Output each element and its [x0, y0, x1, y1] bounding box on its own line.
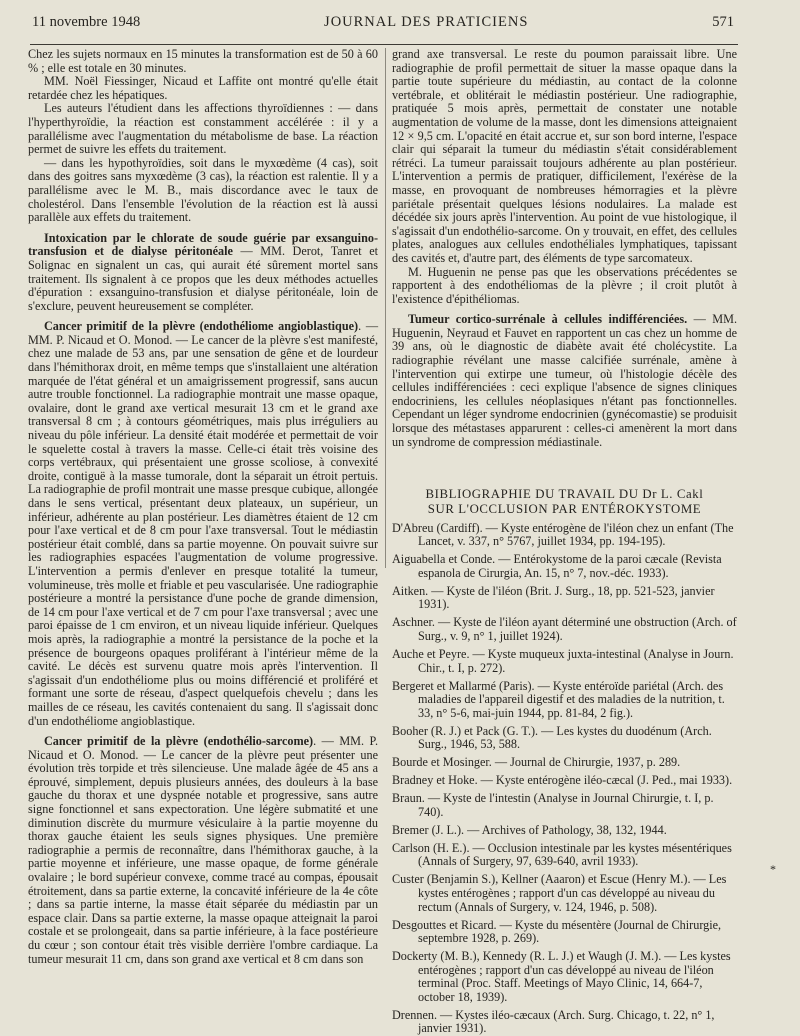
header-page-number: 571 — [712, 14, 734, 30]
header-rule — [30, 44, 738, 45]
column-divider — [385, 48, 386, 568]
paragraph: MM. Noël Fiessinger, Nicaud et Laffite ont montré qu'elle était retardée chez les hépatiques. — [28, 74, 378, 102]
bibliography-entry: Carlson (H. E.). — Occlusion intestinale par les kystes mésentériques (Annals of Surgery, 97, 639-640, avril 1933). — [392, 840, 732, 869]
section-text: . — MM. P. Nicaud et O. Monod. — Le cancer de la plèvre s'est manifesté, chez une malade de 53 ans, par une sensation de gêne et de lourdeur dans l'hémithorax droit, en même temps que s'installaient une altération marquée de l'état général et un amaigrissement progressif, sans aucun autre trouble fonctionnel. La radiographie montrait une masse opaque, ovalaire, dont le grand axe vertical mesurait 13 cm et le grand axe transversal 8 cm ; à contours géométriques, mais plus irréguliers au niveau du pôle inférieur. La densité était modérée et permettait de voir le squelette costal à travers la masse. Celle-ci était très voisine des corps vertébraux, qui présentaient une grosse scoliose, à convexité droite, contiguë à la masse tumorale, dont la séparait un étroit pertuis. La radiographie de profil montrait une masse presque cubique, allongée dans le sens vertical, présentant deux plateaux, un supérieur, un inférieur, adhérente au plan postérieur. Les diamètres étaient de 12 cm pour l'axe vertical et de 8 cm pour l'axe transversal. Tout le médiastin postérieur était comblé, dans sa partie moyenne. On pouvait suivre sur les radiographies espacées l'augmentation de volume progressive. L'intervention a permis d'enlever en presque totalité la tumeur, volumineuse, très molle et friable et peu vascularisée. Une radiographie postérieure a montré la persistance d'une poche de grande dimension, de 14 cm pour l'axe vertical et de 7 cm pour l'axe transversal ; avec une paroi épaisse de 1 cm environ, et un niveau liquide inférieur. Quelques mois après, la radiographie a montré la persistance de la poche et la présence de bourgeons opaques proliférant à l'intérieur même de la cavité. Le décès est survenu quatre mois après l'intervention. Il s'agissait d'un endothéliome plus ou moins différencié et proliféré et formant une sorte de réseau, d'aspect quelquefois chevelu ; dans les mailles de ce réseau, les cavités contenaient du sang. Il s'agissait donc d'un endothéliome angioblastique. — [28, 319, 379, 728]
bibliography-title — [392, 487, 737, 517]
right-column — [392, 47, 737, 1036]
section-text: — MM. Huguenin, Neyraud et Fauvet en rapportent un cas chez un homme de 39 ans, où le diagnostic de diabète avait été cholécystite. La radiographie révélant une masse calcifiée surrénale, amène à l'intervention qui extirpe une tumeur, où l'histologie décèle des cellules indifférenciées : ceci explique l'absence de signes cliniques endocriniens, les cellules néoplasiques n'étant pas fonctionnelles. Cependant un léger syndrome endocrinien (gynécomastie) se produisit lorsque des métastases apparurent : celles-ci amenèrent la mort dans un syndrome de compression médiastinale. — [392, 312, 737, 449]
bibliography-entry: Desgouttes et Ricard. — Kyste du mésentère (Journal de Chirurgie, septembre 1928, p. 269). — [392, 917, 722, 946]
bibliography-entry: Bremer (J. L.). — Archives of Pathology, 38, 132, 1944. — [392, 822, 667, 837]
bibliography-entry: Auche et Peyre. — Kyste muqueux juxta-intestinal (Analyse in Journ. Chir., t. I, p. 272). — [392, 646, 734, 675]
paragraph: — dans les hypothyroïdies, soit dans le myxœdème (4 cas), soit dans des goitres sans myxœdème (3 cas), la réaction est ralentie. Il y a parallélisme avec le M. B., mais discordance avec le taux de cholestérol. Dans l'ensemble l'évolution de la réaction est là aussi parallèle aux effets du traitement. — [28, 155, 378, 225]
header-date: 11 novembre 1948 — [32, 14, 141, 30]
section-heading: Cancer primitif de la plèvre (endothéliome angioblastique) — [44, 319, 359, 334]
paragraph: grand axe transversal. Le reste du poumon paraissait libre. Une radiographie de profil permettait de situer la masse opaque dans la partie toute supérieure du médiastin, au contact de la colonne vertébrale, et oblitérait le médiastin postérieur. Une radiographie, pratiquée 5 mois après, permettait de constater une notable augmentation de volume de la masse, dont les dimensions atteignaient 12 × 9,5 cm. L'opacité en était accrue et, sur son bord interne, l'espace clair qui séparait la tumeur du médiastin s'était considérablement rétréci. La tumeur paraissait toujours adhérente au plan postérieur. L'intervention a permis de pratiquer, difficilement, l'exérèse de la masse, en provoquant de nombreuses hémorragies et la plèvre pariétale présentait quelques lésions nodulaires. La malade est décédée six jours après l'intervention. Au point de vue histologique, il s'agissait d'un endothélio-sarcome. On y trouvait, en effet, des cellules plates, analogues aux cellules endothéliales lymphatiques, tapissant des cavités et, d'autre part, des éléments de type sarcomateux. — [392, 47, 737, 265]
bibliography-entry: Aitken. — Kyste de l'iléon (Brit. J. Surg., 18, pp. 521-523, janvier 1931). — [392, 583, 715, 612]
bibliography-title-line: BIBLIOGRAPHIE DU TRAVAIL DU Dr L. Cakl — [425, 487, 704, 502]
paragraph: Les auteurs l'étudient dans les affections thyroïdiennes : — dans l'hyperthyroïdie, la réaction est constamment accélérée : il y a parallélisme avec l'augmentation du métabolisme de base. La réaction permet de suivre les effets du traitement. — [28, 101, 378, 157]
section-tumeur-surrenale — [392, 313, 737, 449]
bibliography-entry: Bergeret et Mallarmé (Paris). — Kyste entéroïde pariétal (Arch. des maladies de l'appareil digestif et des maladies de la nutrition, t. 33, n° 5-6, mai-juin 1944, pp. 81-84, 2 fig.). — [392, 678, 725, 720]
paragraph: Chez les sujets normaux en 15 minutes la transformation est de 50 à 60 % ; elle est totale en 30 minutes. — [28, 47, 378, 75]
section-heading: Tumeur cortico-surrénale à cellules indifférenciées. — [408, 312, 688, 327]
section-cancer-angioblastique — [28, 320, 378, 728]
section-heading: Cancer primitif de la plèvre (endothélio-sarcome) — [44, 734, 314, 749]
section-text: . — MM. P. Nicaud et O. Monod. — Le cancer de la plèvre peut présenter une évolution très torpide et très silencieuse. Une malade âgée de 45 ans a éprouvé, simplement, depuis plusieurs années, des douleurs à la base gauche du thorax et une dyspnée notable et progressive, sans autre signe fonctionnel et sans expectoration. Une légère submatité et une diminution discrète du murmure vésiculaire à la partie moyenne du thorax gauche étaient les seuls signes physiques. Une première radiographie a permis de reconnaître, dans l'hémithorax gauche, à la partie moyenne et inférieure, une masse opaque, de forme générale ovalaire ; le bord supérieur convexe, comme tracé au compas, épousait étroitement, dans sa partie externe, la concavité inférieure de la 4e côte ; dans sa partie interne, la masse était séparée du médiastin par un espace clair. Dans sa partie externe, la masse opaque atteignait la paroi costale et se prolongeait, dans sa partie inférieure, à la face postérieure du cœur ; son contour était très visible derrière l'ombre cardiaque. La tumeur mesurait 11 cm, dans son grand axe vertical et 8 cm dans son — [28, 734, 378, 966]
bibliography-entry: Booher (R. J.) et Pack (G. T.). — Les kystes du duodénum (Arch. Surg., 1946, 53, 588. — [392, 723, 712, 752]
left-column — [28, 48, 378, 1028]
bibliography-entry: Dockerty (M. B.), Kennedy (R. L. J.) et Waugh (J. M.). — Les kystes entérogènes ; rapport d'un cas développé au niveau de l'iléon terminal (Proc. Staff. Meetings of Mayo Clinic, 14, 664-7, october 18, 1939). — [392, 949, 731, 1004]
bibliography-title-line: SUR L'OCCLUSION PAR ENTÉROKYSTOME — [427, 502, 702, 517]
running-header — [32, 14, 734, 40]
bibliography-list — [392, 522, 737, 1036]
section-heading: Intoxication par le chlorate de soude guérie par exsanguino-transfusion et de dialyse péritonéale — [28, 230, 378, 259]
margin-mark: * — [770, 862, 776, 876]
bibliography-entry: Bradney et Hoke. — Kyste entérogène iléo-cæcal (J. Ped., mai 1933). — [392, 773, 733, 788]
bibliography-entry: Custer (Benjamin S.), Kellner (Aaaron) et Escue (Henry M.). — Les kystes entérogènes ; rapport d'un cas développé au niveau du rectum (Annals of Surgery, v. 124, 1946, p. 508). — [392, 872, 727, 914]
section-cancer-sarcome — [28, 735, 378, 966]
bibliography-entry: Drennen. — Kystes iléo-cæcaux (Arch. Surg. Chicago, t. 22, n° 1, janvier 1931). — [392, 1007, 715, 1036]
section-text: — MM. Derot, Tanret et Solignac en signalent un cas, qui aurait été sûrement mortel sans traitement. Ils signalent à ce propos que les deux méthodes actuelles d'épuration : exsanguino-transfusion et dialyse péritonéale, loin de s'exclure, peuvent heureusement se compléter. — [28, 244, 379, 313]
paragraph: M. Huguenin ne pense pas que les observations précédentes se rapportent à des endothéliomas de la plèvre ; il croit plutôt à l'existence d'épithéliomas. — [392, 264, 737, 306]
bibliography-entry: D'Abreu (Cardiff). — Kyste entérogène de l'iléon chez un enfant (The Lancet, v. 337, n° 5767, juillet 1934, pp. 194-195). — [392, 520, 734, 549]
bibliography-entry: Aiguabella et Conde. — Entérokystome de la paroi cæcale (Revista espanola de Cirurgia, An. 15, n° 7, nov.-déc. 1933). — [392, 552, 722, 580]
header-journal-title: JOURNAL DES PRATICIENS — [324, 14, 529, 30]
section-chlorate — [28, 232, 378, 314]
bibliography-entry: Aschner. — Kyste de l'iléon ayant déterminé une obstruction (Arch. of Surg., v. 9, n° 1, juillet 1924). — [392, 615, 737, 643]
bibliography-entry: Braun. — Kyste de l'intestin (Analyse in Journal Chirurgie, t. I, p. 740). — [392, 791, 714, 819]
bibliography-entry: Bourde et Mosinger. — Journal de Chirurgie, 1937, p. 289. — [392, 755, 681, 770]
